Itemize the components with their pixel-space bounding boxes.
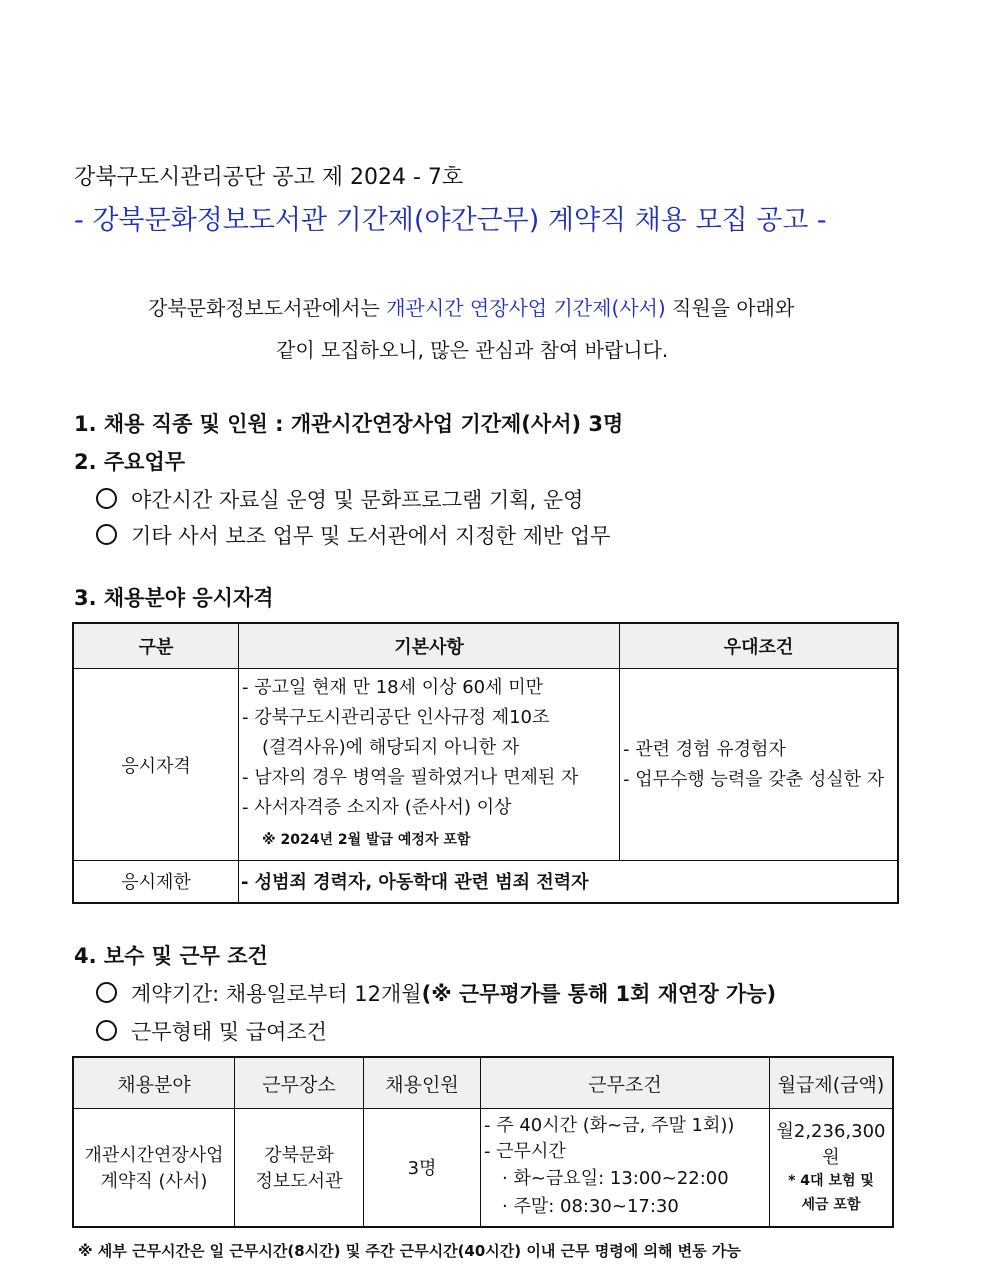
circle-bullet-icon [96, 488, 117, 509]
col-header: 채용인원 [364, 1057, 481, 1109]
intro-line-2: 같이 모집하오니, 많은 관심과 참여 바랍니다. [276, 338, 669, 362]
row-label: 응시제한 [73, 861, 239, 903]
circle-bullet-icon [96, 524, 117, 545]
salary-cell: 월2,236,300원 * 4대 보험 및 세금 포함 [770, 1109, 894, 1227]
field-cell: 개관시간연장사업 계약직 (사서) [73, 1109, 235, 1227]
contract-item: 계약기간: 채용일로부터 12개월(※ 근무평가를 통해 1회 재연장 가능) [96, 978, 776, 1008]
section-1-heading: 1. 채용 직종 및 인원 : 개관시간연장사업 기간제(사서) 3명 [74, 412, 624, 436]
footnote: ※ 세부 근무시간은 일 근무시간(8시간) 및 주간 근무시간(40시간) 이내 근무 명령에 의해 변동 가능 [78, 1242, 741, 1260]
col-header: 근무장소 [235, 1057, 364, 1109]
count-cell: 3명 [364, 1109, 481, 1227]
col-header: 월급제(금액) [770, 1057, 894, 1109]
col-header: 우대조건 [620, 623, 899, 669]
section-4-heading: 4. 보수 및 근무 조건 [74, 944, 268, 968]
duty-item: 야간시간 자료실 운영 및 문화프로그램 기획, 운영 [96, 484, 583, 514]
restriction-value: - 성범죄 경력자, 아동학대 관련 범죄 전력자 [239, 861, 899, 903]
col-header: 근무조건 [481, 1057, 770, 1109]
col-header: 기본사항 [239, 623, 620, 669]
row-label: 응시자격 [73, 669, 239, 861]
section-2-heading: 2. 주요업무 [74, 450, 186, 474]
duty-item: 기타 사서 보조 업무 및 도서관에서 지정한 제반 업무 [96, 520, 610, 550]
circle-bullet-icon [96, 1020, 117, 1041]
conditions-cell: - 주 40시간 (화~금, 주말 1회)) - 근무시간 · 화~금요일: 13:00~22:00 · 주말: 08:30~17:30 [481, 1109, 770, 1227]
intro-highlight: 개관시간 연장사업 기간제(사서) [386, 296, 666, 320]
col-header: 구분 [73, 623, 239, 669]
intro-line-1: 강북문화정보도서관에서는 개관시간 연장사업 기간제(사서) 직원을 아래와 [148, 296, 795, 320]
qualification-table [72, 622, 899, 904]
col-header: 채용분야 [73, 1057, 235, 1109]
preferred-conditions: - 관련 경험 유경험자 - 업무수행 능력을 갖춘 성실한 자 [620, 669, 899, 861]
page-title: - 강북문화정보도서관 기간제(야간근무) 계약직 채용 모집 공고 - [74, 205, 827, 236]
work-conditions-table [72, 1056, 894, 1228]
notice-number: 강북구도시관리공단 공고 제 2024 - 7호 [74, 165, 464, 190]
section-3-heading: 3. 채용분야 응시자격 [74, 586, 274, 610]
place-cell: 강북문화 정보도서관 [235, 1109, 364, 1227]
circle-bullet-icon [96, 982, 117, 1003]
work-item: 근무형태 및 급여조건 [96, 1016, 327, 1046]
basic-requirements: - 공고일 현재 만 18세 이상 60세 미만 - 강북구도시관리공단 인사규정 제10조 (결격사유)에 해당되지 아니한 자 - 남자의 경우 병역을 필하였거나 면제된 자 - 사서자격증 소지자 (준사서) 이상 ※ 2024년 2월 발급 예정자 포함 [239, 669, 620, 861]
